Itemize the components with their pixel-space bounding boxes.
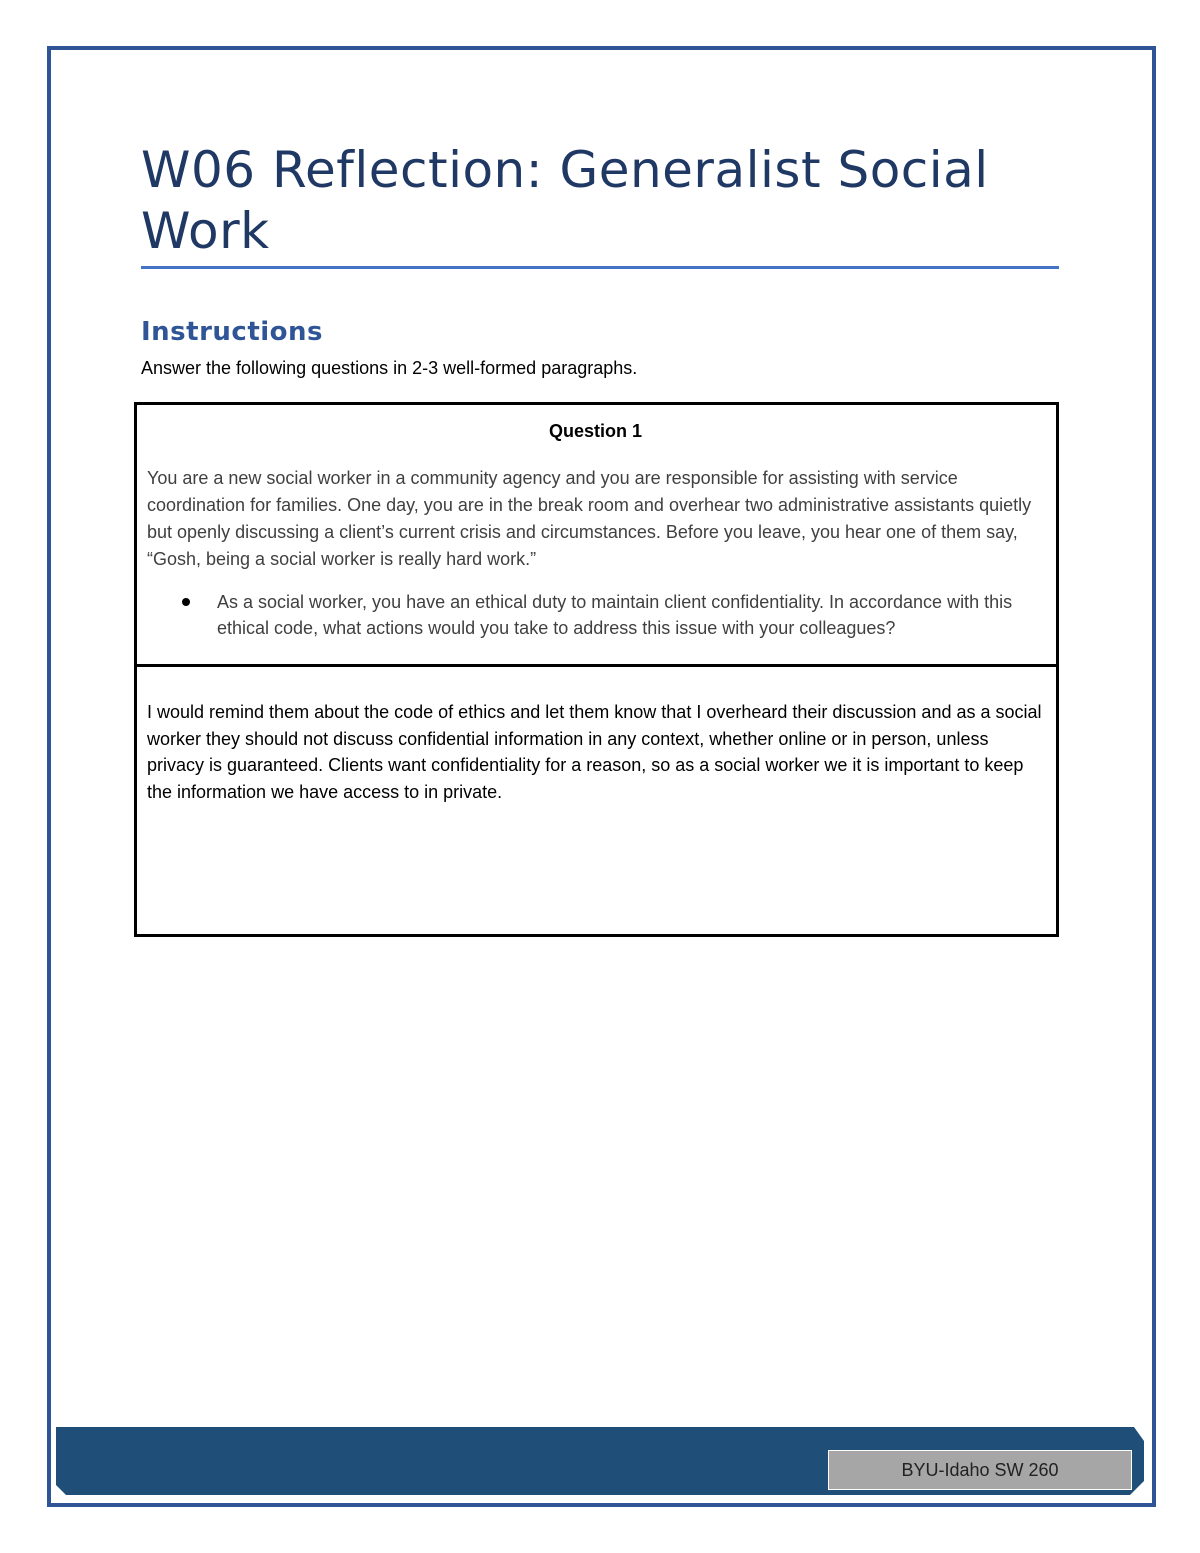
document-title: W06 Reflection: Generalist Social Work (141, 141, 989, 260)
bullet-text: As a social worker, you have an ethical duty to maintain client confidentiality. In accordance with this ethical code, what actions would you take to address this issue with your colleagues? (217, 592, 1013, 638)
title-divider (141, 266, 1059, 269)
question-cell (137, 405, 1056, 667)
instructions-heading: Instructions (141, 317, 324, 347)
question-answer-table (134, 402, 1059, 937)
question-label: Question 1 (548, 421, 642, 441)
answer-text: I would remind them about the code of ethics and let them know that I overheard their discussion and as a social worker they should not discuss confidential information in any context, whether online or in person, unless privacy is guaranteed. Clients want confidentiality for a reason, so as a social worker we it is important to keep the information we have access to in private. (147, 702, 1042, 802)
footer-label: BYU-Idaho SW 260 (901, 1459, 1059, 1480)
instructions-text: Answer the following questions in 2-3 well-formed paragraphs. (141, 358, 638, 378)
bullet-icon (182, 598, 190, 606)
footer-label-box (828, 1450, 1132, 1490)
question-scenario: You are a new social worker in a community agency and you are responsible for assisting with service coordination for families. One day, you are in the break room and overhear two administrative assistants quietly but openly discussing a client’s current crisis and circumstances. Before you leave, you hear one of them say, “Gosh, being a social worker is really hard work.” (147, 468, 1032, 569)
question-bullet-list (147, 589, 1044, 641)
list-item (217, 589, 1044, 641)
answer-cell[interactable] (137, 667, 1056, 934)
